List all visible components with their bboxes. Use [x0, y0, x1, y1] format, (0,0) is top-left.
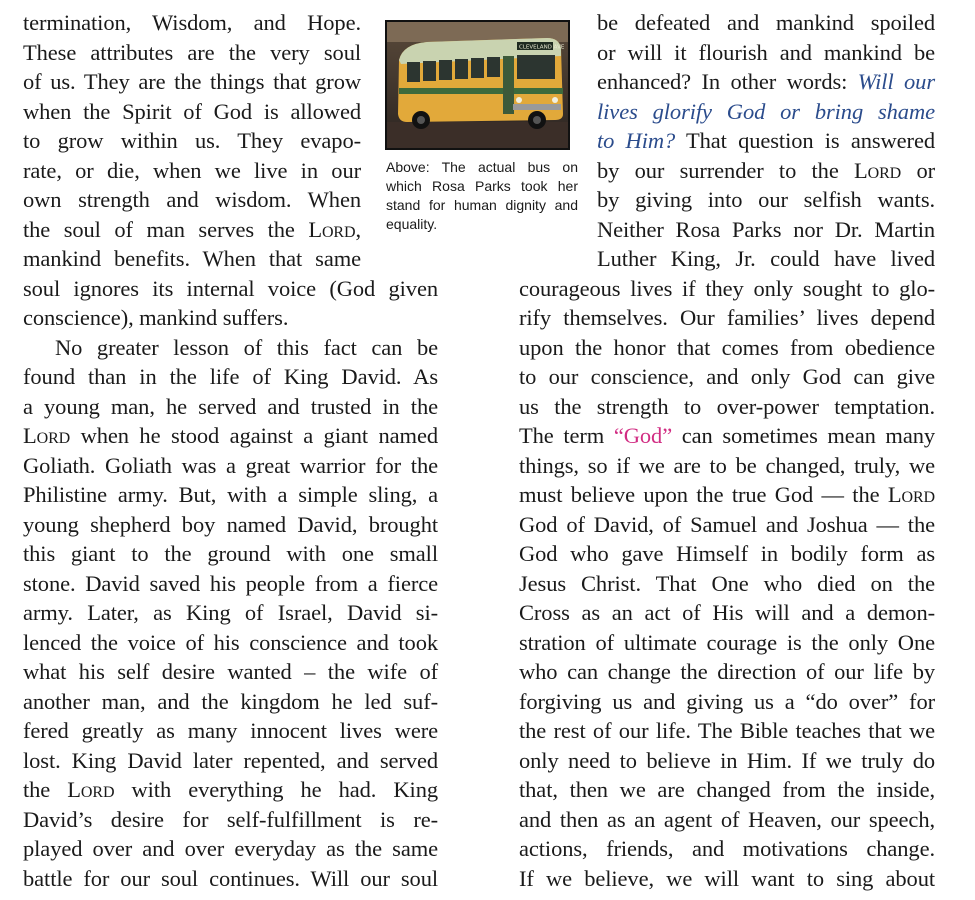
text-line: a young man, he served and trusted in the: [23, 394, 438, 419]
text-line: lost. King David later repented, and served: [23, 748, 438, 773]
italic-emphasis: to Him?: [597, 128, 676, 153]
italic-emphasis: Will our: [857, 69, 935, 94]
italic-emphasis-line: lives glorify God or bring shame: [597, 99, 935, 124]
text-line: These attributes are the very soul: [23, 40, 361, 65]
text-line: forgiving us and giving us a “do over” for: [519, 689, 935, 714]
text-line: Cross as an act of His will and a demon-: [519, 600, 935, 625]
text-line: David’s desire for self-fulfillment is re-: [23, 807, 438, 832]
text-line: of us. They are the things that grow: [23, 69, 361, 94]
text-line: army. Later, as King of Israel, David si-: [23, 600, 438, 625]
text-line: upon the honor that comes from obedience: [519, 335, 935, 360]
text-line: be defeated and mankind spoiled: [597, 10, 935, 35]
text-line: conscience), mankind suffers.: [23, 305, 289, 330]
text-line: battle for our soul continues. Will our soul: [23, 866, 438, 891]
text-line: the Lord with everything he had. King: [23, 777, 439, 802]
text-line: Philistine army. But, with a simple sling, a: [23, 482, 438, 507]
paragraph-first-line: No greater lesson of this fact can be: [55, 335, 438, 360]
text-line: stration of ultimate courage is the only One: [519, 630, 935, 655]
text-line: actions, friends, and motivations change.: [519, 836, 935, 861]
text-line: or will it flourish and mankind be: [597, 40, 935, 65]
text-line: stone. David saved his people from a fierce: [23, 571, 438, 596]
text-line: soul ignores its internal voice (God given: [23, 276, 438, 301]
text-line: things, so if we are to be changed, truly, we: [519, 453, 935, 478]
lord-smallcaps: Lord: [887, 482, 935, 507]
text-line: God of David, of Samuel and Joshua — the: [519, 512, 935, 537]
text-line: Jesus Christ. That One who died on the: [519, 571, 935, 596]
text-line: Luther King, Jr. could have lived: [597, 246, 935, 271]
text-line: only need to believe in Him. If we truly do: [519, 748, 935, 773]
text-line: enhanced? In other words: Will our: [597, 69, 935, 94]
god-highlight: “God”: [613, 423, 673, 448]
text-line: rate, or die, when we live in our: [23, 158, 361, 183]
text-line: to grow within us. They evapo-: [23, 128, 361, 153]
text-line: when the Spirit of God is allowed: [23, 99, 361, 124]
text-line: played over and over everyday as the same: [23, 836, 438, 861]
text-line: Lord when he stood against a giant named: [23, 423, 438, 448]
text-line: courageous lives if they only sought to glo-: [519, 276, 935, 301]
lord-smallcaps: Lord: [67, 777, 115, 802]
figure-caption: [386, 158, 578, 234]
bus-photo: [385, 20, 570, 150]
text-line: by giving into our selfish wants.: [597, 187, 935, 212]
text-line: the soul of man serves the Lord,: [23, 217, 361, 242]
text-line: own strength and wisdom. When: [23, 187, 361, 212]
text-line: this giant to the ground with one small: [23, 541, 438, 566]
text-line: mankind benefits. When that same: [23, 246, 361, 271]
text-line: that, then we are changed from the inside,: [519, 777, 935, 802]
caption-line: which Rosa Parks took her: [386, 178, 578, 194]
text-line: termination, Wisdom, and Hope.: [23, 10, 361, 35]
caption-line: stand for human dignity and: [386, 197, 578, 213]
text-line: rify themselves. Our families’ lives depend: [519, 305, 935, 330]
text-line: fered greatly as many innocent lives were: [23, 718, 438, 743]
caption-line: equality.: [386, 216, 438, 232]
lord-smallcaps: Lord: [308, 217, 356, 242]
lord-smallcaps: Lord: [854, 158, 902, 183]
caption-line: Above: The actual bus on: [386, 159, 578, 175]
text-line: The term “God” can sometimes mean many: [519, 423, 935, 448]
text-line: found than in the life of King David. As: [23, 364, 438, 389]
text-line: to Him? That question is answered: [597, 128, 935, 153]
text-line: us the strength to over-power temptation.: [519, 394, 935, 419]
text-line: God who gave Himself in bodily form as: [519, 541, 935, 566]
text-line: what his self desire wanted – the wife of: [23, 659, 438, 684]
text-line: If we believe, we will want to sing about: [519, 866, 935, 891]
text-line: to our conscience, and only God can give: [519, 364, 935, 389]
bus-sign: CLEVELAND AVE: [519, 44, 565, 51]
lord-smallcaps: Lord: [23, 423, 71, 448]
text-line: lenced the voice of his conscience and took: [23, 630, 438, 655]
text-line: and then as an agent of Heaven, our speech,: [519, 807, 935, 832]
bus-image: [387, 22, 568, 148]
text-line: by our surrender to the Lord or: [597, 158, 935, 183]
text-line: young shepherd boy named David, brought: [23, 512, 438, 537]
text-line: Neither Rosa Parks nor Dr. Martin: [597, 217, 935, 242]
text-line: the rest of our life. The Bible teaches that we: [519, 718, 935, 743]
text-line: who can change the direction of our life by: [519, 659, 935, 684]
text-line: Goliath. Goliath was a great warrior for the: [23, 453, 438, 478]
text-line: another man, and the kingdom he led suf-: [23, 689, 438, 714]
text-line: must believe upon the true God — the Lord: [519, 482, 935, 507]
